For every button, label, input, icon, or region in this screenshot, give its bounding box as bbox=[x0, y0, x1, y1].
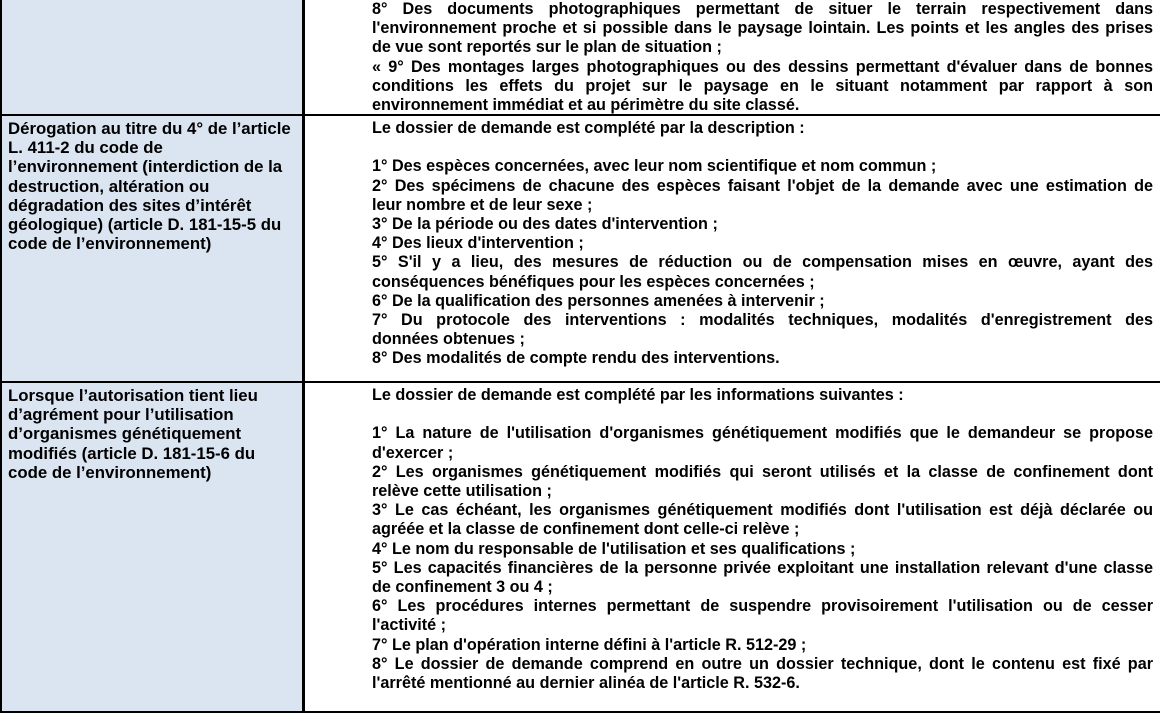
table-row bbox=[2, 381, 1160, 713]
row-header-line: géologique) (article D. 181-15-5 du bbox=[8, 215, 282, 235]
paragraph-spacer bbox=[372, 405, 1153, 424]
content-line: données obtenues ; bbox=[372, 330, 525, 349]
row-header-line: l’environnement (interdiction de la bbox=[8, 157, 283, 177]
content-line: 7° Le plan d'opération interne défini à l'article R. 512-29 ; bbox=[372, 635, 807, 654]
content-paragraph bbox=[372, 0, 1153, 58]
content-paragraph bbox=[372, 597, 1153, 635]
content-line: 8° Le dossier de demande comprend en outre un dossier technique, dont le contenu est fixé par bbox=[372, 654, 1153, 673]
content-line: 3° De la période ou des dates d'intervention ; bbox=[372, 215, 718, 233]
row-header-line: L. 411-2 du code de bbox=[8, 138, 163, 158]
content-paragraph bbox=[372, 157, 1153, 176]
content-line: d'exercer ; bbox=[372, 443, 454, 462]
content-line: 2° Les organismes génétiquement modifiés qui seront utilisés et la classe de confinement dont bbox=[372, 462, 1153, 481]
content-paragraph bbox=[372, 177, 1153, 215]
content-line: agréée et la classe de confinement dont celle-ci relève ; bbox=[372, 520, 800, 539]
content-line: « 9° Des montages larges photographiques ou des dessins permettant d'évaluer dans de bonnes bbox=[372, 57, 1153, 76]
content-line: 8° Des modalités de compte rendu des interventions. bbox=[372, 349, 780, 368]
content-paragraph bbox=[372, 253, 1153, 291]
content-line: environnement immédiat et au périmètre du site classé. bbox=[372, 96, 800, 114]
row-header-line: Dérogation au titre du 4° de l’article bbox=[8, 119, 291, 138]
content-line: 1° La nature de l'utilisation d'organismes génétiquement modifiés que le demandeur se propose bbox=[372, 424, 1153, 443]
row-header-line: modifiés (article D. 181-15-6 du bbox=[8, 443, 256, 463]
content-paragraph bbox=[372, 655, 1153, 693]
row-header-line: d’agrément pour l’utilisation bbox=[8, 405, 234, 425]
content-line: 4° Le nom du responsable de l'utilisation et ses qualifications ; bbox=[372, 539, 856, 558]
content-paragraph bbox=[372, 349, 1153, 368]
content-paragraph bbox=[372, 119, 1153, 138]
content-line: l'environnement proche et si possible dans le paysage lointain. Les points et les angles des prises bbox=[372, 19, 1153, 38]
row-content-cell bbox=[305, 116, 1160, 381]
content-line: 5° Les capacités financières de la personne privée exploitant une installation relevant d'une classe bbox=[372, 558, 1153, 577]
paragraph-spacer bbox=[372, 138, 1153, 157]
content-line: l'activité ; bbox=[372, 616, 447, 635]
content-line: 6° Les procédures internes permettant de suspendre provisoirement l'utilisation ou de cesser bbox=[372, 597, 1153, 616]
content-paragraph bbox=[372, 540, 1153, 559]
content-paragraph bbox=[372, 292, 1153, 311]
content-paragraph bbox=[372, 559, 1153, 597]
row-header-line: dégradation des sites d’intérêt bbox=[8, 195, 252, 215]
content-paragraph bbox=[372, 501, 1153, 539]
row-header-line: code de l’environnement) bbox=[8, 462, 212, 482]
content-paragraph bbox=[372, 215, 1153, 234]
content-paragraph bbox=[372, 58, 1153, 114]
row-header-cell bbox=[2, 116, 305, 381]
table-row bbox=[2, 114, 1160, 381]
content-line: leur nombre et de leur sexe ; bbox=[372, 195, 593, 214]
content-paragraph bbox=[372, 386, 1153, 405]
row-header-line: destruction, altération ou bbox=[8, 176, 210, 196]
content-line: 2° Des spécimens de chacune des espèces faisant l'objet de la demande avec une estimation de bbox=[372, 176, 1153, 195]
content-line: 1° Des espèces concernées, avec leur nom scientifique et nom commun ; bbox=[372, 157, 937, 176]
content-line: 5° S'il y a lieu, des mesures de réduction ou de compensation mises en œuvre, ayant des bbox=[372, 253, 1153, 272]
content-line: 6° De la qualification des personnes amenées à intervenir ; bbox=[372, 291, 825, 310]
content-line: 3° Le cas échéant, les organismes génétiquement modifiés dont l'utilisation est déjà déclarée ou bbox=[372, 501, 1153, 520]
content-paragraph bbox=[372, 311, 1153, 349]
row-header-cell bbox=[2, 0, 305, 114]
row-header-cell bbox=[2, 383, 305, 711]
content-line: Le dossier de demande est complété par la description : bbox=[372, 119, 805, 137]
content-line: de vue sont reportés sur le plan de situation ; bbox=[372, 38, 722, 57]
content-paragraph bbox=[372, 424, 1153, 462]
content-line: Le dossier de demande est complété par les informations suivantes : bbox=[372, 386, 904, 404]
row-content-cell bbox=[305, 383, 1160, 711]
content-paragraph bbox=[372, 636, 1153, 655]
content-paragraph bbox=[372, 463, 1153, 501]
row-header-line: code de l’environnement) bbox=[8, 234, 212, 254]
table-row bbox=[2, 0, 1160, 114]
content-line: relève cette utilisation ; bbox=[372, 482, 552, 500]
content-line: conséquences bénéfiques pour les espèces concernées ; bbox=[372, 272, 815, 291]
content-line: 8° Des documents photographiques permettant de situer le terrain respectivement dans bbox=[372, 0, 1153, 18]
content-line: conditions les effets du projet sur le paysage en le situant notamment par rapport à son bbox=[372, 76, 1153, 95]
content-paragraph bbox=[372, 234, 1153, 253]
content-line: l'arrêté mentionné au dernier alinéa de l'article R. 532-6. bbox=[372, 674, 800, 693]
content-line: 4° Des lieux d'intervention ; bbox=[372, 234, 584, 253]
row-content-cell bbox=[305, 0, 1160, 114]
row-header-line: d’organismes génétiquement bbox=[8, 424, 242, 444]
content-line: de confinement 3 ou 4 ; bbox=[372, 578, 553, 597]
content-line: 7° Du protocole des interventions : modalités techniques, modalités d'enregistrement des bbox=[372, 311, 1153, 330]
row-header-line: Lorsque l’autorisation tient lieu bbox=[8, 386, 258, 405]
